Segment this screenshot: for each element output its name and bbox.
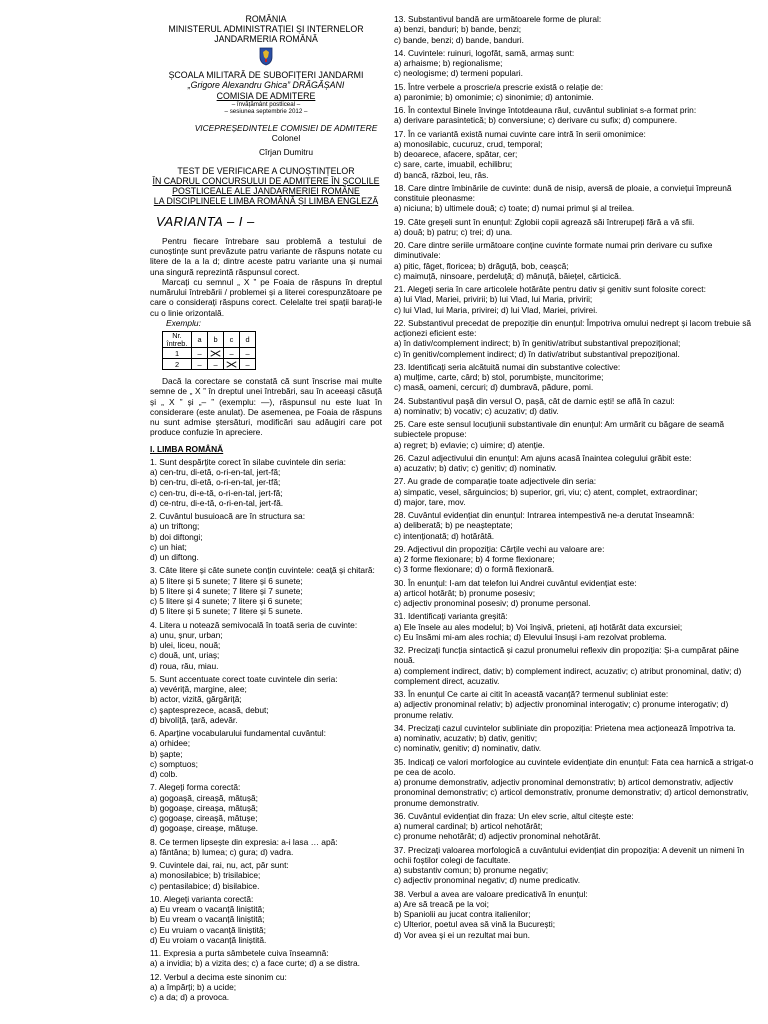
- answer-option: d) bancă, război, leu, râs.: [394, 169, 489, 180]
- question-item: [394, 889, 758, 940]
- answer-option: c) un hiat;: [150, 541, 187, 552]
- question-text: 9. Cuvintele dai, rai, nu, act, păr sunt:: [150, 860, 289, 871]
- answer-option: d) major, tare, mov.: [394, 496, 466, 507]
- instructions-p1: Pentru fiecare întrebare sau problemă a testului de cunoștințe sunt prevăzute patru variante de răspuns notate cu litere de la a la d; dintre aceste patru variante una și numai una singură reprezintă răspunsul corect.: [150, 235, 382, 277]
- session: – sesiunea septembrie 2012 –: [224, 107, 308, 115]
- answer-option: a) complement indirect, dativ; b) complement indirect, acuzativ; c) atribut pronominal, dativ; d) complement direct, acuzativ.: [394, 665, 742, 686]
- example-table: [162, 331, 256, 370]
- answer-option: c) Eu însămi mi-am ales rochia; d) Elevului însuși i-am rezolvat problema.: [394, 631, 667, 642]
- question-item: [150, 457, 382, 508]
- right-column: [394, 14, 758, 943]
- question-text: 32. Precizați funcția sintactică și cazul pronumelui reflexiv din propoziția: Și-a cumpărat pâine nouă.: [394, 645, 739, 666]
- answer-option: c) maimuță, ninsoare, perdeluță; d) mânuță, băiețel, cărticică.: [394, 270, 622, 281]
- answer-option: d) Eu vroiam o vacanță liniștită.: [150, 934, 267, 945]
- commission: COMISIA DE ADMITERE: [216, 90, 316, 101]
- table-cell: 1: [163, 348, 192, 359]
- answer-option: a) derivare parasintetică; b) conversiune; c) derivare cu sufix; d) compunere.: [394, 115, 678, 126]
- question-item: [150, 674, 382, 725]
- answer-option: d) 5 litere și 5 sunete; 7 litere și 5 sunete.: [150, 606, 303, 617]
- answer-option: a) pronume demonstrativ, adjectiv pronominal demonstrativ; b) articol demonstrativ, adjectiv pronominal demonstrativ; c) articol demonstrativ, pronume demonstrativ; d) articol demonstrativ, pronume demonstrativ.: [394, 777, 749, 808]
- answer-option: c) 3 forme flexionare; d) o formă flexionară.: [394, 564, 555, 575]
- question-text: 22. Substantivul precedat de prepoziție din enunțul: Împotriva omului nedrept și lacom trebuie să acționezi eficient este:: [394, 317, 752, 338]
- question-item: [394, 318, 758, 359]
- question-text: 19. Câte greșeli sunt în enunțul: Zglobii copii agrează săi întrerupeți fără a vă sfii.: [394, 216, 695, 227]
- table-header: a: [192, 332, 208, 348]
- answer-option: a) 2 forme flexionare; b) 4 forme flexionare;: [394, 554, 555, 564]
- question-text: 11. Expresia a purta sâmbetele cuiva înseamnă:: [150, 948, 329, 959]
- x-mark-icon: [224, 359, 240, 370]
- question-text: 29. Adjectivul din propoziția: Cărțile vechi au valoare are:: [394, 543, 605, 554]
- question-text: 1. Sunt despărțite corect în silabe cuvintele din seria:: [150, 456, 346, 467]
- table-cell: –: [192, 359, 208, 370]
- question-text: 5. Sunt accentuate corect toate cuvintele din seria:: [150, 673, 338, 684]
- answer-option: b) șapte;: [150, 748, 183, 759]
- answer-option: c) somptuos;: [150, 758, 198, 769]
- answer-option: a) mulțime, carte, cârd; b) stol, porumbiște, muncitorime;: [394, 372, 604, 382]
- official-header: [150, 14, 382, 115]
- person-name: Cîrjan Dumitru: [259, 147, 313, 158]
- school: ȘCOALA MILITARĂ DE SUBOFIȚERI JANDARMI: [168, 70, 364, 81]
- question-text: 3. Câte litere și câte sunete conțin cuvintele: ceață și chitară:: [150, 565, 375, 576]
- answer-option: c) Eu vruiam o vacanță liniștită;: [150, 924, 266, 935]
- country: ROMÂNIA: [245, 14, 287, 24]
- answer-option: d) un diftong.: [150, 552, 199, 563]
- answer-option: b) actor, vizită, gărgăriță;: [150, 694, 242, 705]
- question-text: 24. Substantivul pașă din versul O, pașă, cât de darnic ești! se află în cazul:: [394, 395, 675, 406]
- questions-right: [394, 14, 758, 940]
- question-item: [150, 565, 382, 616]
- question-text: 20. Care dintre seriile următoare conține cuvinte formate numai prin derivare cu sufixe diminutivale:: [394, 240, 713, 261]
- answer-option: a) a împărți; b) a ucide;: [150, 981, 237, 992]
- answer-option: c) masă, oameni, cercuri; d) dumbravă, pădure, pomi.: [394, 382, 594, 393]
- question-text: 30. În enunțul: I-am dat telefon lui Andrei cuvântul evidențiat este:: [394, 577, 637, 588]
- question-item: [394, 453, 758, 474]
- answer-option: d) gogoașe, cireașe, mătușe.: [150, 823, 259, 834]
- answer-option: a) deliberată; b) pe neașteptate;: [394, 520, 513, 531]
- question-text: 21. Alegeți seria în care articolele hotărâte pentru dativ și genitiv sunt folosite corect:: [394, 284, 706, 294]
- answer-option: c) nominativ, genitiv; d) nominativ, dativ.: [394, 743, 542, 754]
- question-item: [394, 183, 758, 214]
- question-item: [150, 728, 382, 779]
- answer-option: c) pentasilabice; d) bisilabice.: [150, 880, 260, 891]
- title-line-3: LA DISCIPLINELE LIMBA ROMÂNĂ ȘI LIMBA ENGLEZĂ: [153, 195, 379, 206]
- question-item: [394, 723, 758, 754]
- variant-title: VARIANTA – I –: [156, 214, 255, 230]
- question-item: [150, 894, 382, 945]
- table-cell: –: [240, 359, 256, 370]
- answer-option: a) 5 litere și 5 sunete; 7 litere și 6 sunete;: [150, 575, 303, 586]
- answer-option: c) neologisme; d) termeni populari.: [394, 68, 523, 79]
- question-text: 37. Precizați valoarea morfologică a cuvântului evidențiat din propoziția: A devenit un nimeni în ochii foștilor colegi de facultate.: [394, 844, 745, 865]
- question-text: 34. Precizați cazul cuvintelor subliniate din propoziția: Prietena mea acționează împotriva ta.: [394, 722, 736, 733]
- table-header: c: [224, 332, 240, 348]
- answer-option: b) gogoașe, cireașa, mătușă;: [150, 802, 259, 813]
- question-item: [394, 645, 758, 686]
- education-level: – învățământ postliceal –: [231, 100, 301, 108]
- question-item: [394, 217, 758, 238]
- test-title: [150, 166, 382, 206]
- answer-option: a) lui Vlad, Mariei, privirii; b) lui Vlad, lui Maria, privirii;: [394, 294, 593, 305]
- answer-option: a) adjectiv pronominal relativ; b) adjectiv pronominal interogativ; c) pronume interogativ; d) pronume relativ.: [394, 699, 729, 720]
- example-label: Exemplu:: [166, 317, 201, 328]
- question-item: [394, 362, 758, 393]
- question-item: [150, 782, 382, 833]
- question-item: [150, 511, 382, 562]
- answer-option: c) intenționată; d) hotărâtă.: [394, 530, 495, 541]
- answer-option: a) cen-tru, di-etă, o-ri-en-tal, jert-fă;: [150, 467, 281, 478]
- ministry: MINISTERUL ADMINISTRAȚIEI ȘI INTERNELOR: [168, 24, 364, 35]
- question-item: [394, 14, 758, 45]
- question-item: [394, 845, 758, 886]
- answer-option: d) ce-ntru, di-e-tă, o-ri-en-tal, jert-fă.: [150, 497, 284, 508]
- question-item: [394, 105, 758, 126]
- answer-option: a) vevériță, margine, alee;: [150, 684, 247, 695]
- question-item: [394, 476, 758, 507]
- question-item: [150, 620, 382, 671]
- title-line-2: ÎN CADRUL CONCURSULUI DE ADMITERE ÎN ȘCOLILE POSTLICEALE ALE JANDARMERIEI ROMÂNE: [152, 175, 380, 196]
- question-item: [394, 48, 758, 79]
- question-item: [394, 129, 758, 180]
- question-text: 36. Cuvântul evidențiat din fraza: Un elev scrie, altul citește este:: [394, 810, 634, 821]
- title-line-1: TEST DE VERIFICARE A CUNOȘTINȚELOR: [177, 165, 355, 176]
- answer-option: c) în genitiv/complement indirect; d) în dativ/atribut substantival prepozițional.: [394, 348, 680, 359]
- answer-option: c) a da; d) a provoca.: [150, 992, 230, 1003]
- question-text: 2. Cuvântul busuioacă are în structura sa:: [150, 511, 306, 522]
- answer-option: b) ulei, liceu, nouă;: [150, 640, 221, 651]
- table-header: b: [208, 332, 224, 348]
- question-item: [394, 544, 758, 575]
- school-name: „Grigore Alexandru Ghica” DRĂGĂȘANI: [187, 80, 345, 91]
- answer-option: a) în dativ/complement indirect; b) în genitiv/atribut substantival prepozițional;: [394, 338, 681, 349]
- question-text: 35. Indicați ce valori morfologice au cuvintele evidențiate din enunțul: Fata cea harnică a strigat-o pe cea de acolo.: [394, 756, 754, 777]
- question-item: [394, 510, 758, 541]
- answer-option: a) niciuna; b) ultimele două; c) toate; d) numai primul și al treilea.: [394, 203, 635, 214]
- question-item: [394, 419, 758, 450]
- answer-option: b) deoarece, afacere, spătar, cer;: [394, 149, 518, 159]
- answer-option: d) colb.: [150, 769, 178, 780]
- answer-option: a) gogoașă, cireașă, mătușă;: [150, 792, 259, 803]
- answer-option: c) șaptesprezece, acasă, debut;: [150, 704, 269, 715]
- question-item: [150, 972, 382, 1003]
- question-text: 10. Alegeți varianta corectă:: [150, 893, 254, 904]
- answer-option: a) simpatic, vesel, sărguincios; b) superior, gri, viu; c) atent, complet, extraordinar;: [394, 486, 698, 497]
- answer-option: b) doi diftongi;: [150, 531, 203, 542]
- question-text: 4. Litera u notează semivocală în toată seria de cuvinte:: [150, 619, 358, 630]
- question-item: [150, 837, 382, 858]
- answer-option: a) substantiv comun; b) pronume negativ;: [394, 865, 549, 875]
- question-item: [394, 757, 758, 808]
- answer-option: a) Are să treacă pe la voi;: [394, 898, 489, 909]
- answer-option: c) sare, carte, imuabil, echilibru;: [394, 159, 513, 170]
- answer-option: a) un triftong;: [150, 521, 200, 532]
- answer-option: a) fântâna; b) lumea; c) gura; d) vadra.: [150, 846, 294, 857]
- answer-option: a) acuzativ; b) dativ; c) genitiv; d) nominativ.: [394, 463, 557, 473]
- answer-option: c) două, unt, uriaș;: [150, 650, 220, 661]
- answer-option: a) articol hotărât; b) pronume posesiv;: [394, 587, 536, 598]
- answer-option: b) Spaniolii au jucat contra italienilor;: [394, 909, 531, 919]
- answer-option: a) orhidee;: [150, 738, 191, 749]
- answer-option: b) Eu vream o vacanță liniștită;: [150, 914, 265, 925]
- answer-option: a) arhaisme; b) regionalisme;: [394, 58, 503, 68]
- answer-option: b) 5 litere și 4 sunete; 7 litere și 7 sunete;: [150, 585, 303, 596]
- table-cell: –: [240, 348, 256, 359]
- question-text: 13. Substantivul bandă are următoarele forme de plural:: [394, 14, 602, 24]
- question-item: [394, 396, 758, 417]
- question-text: 26. Cazul adjectivului din enunțul: Am ajuns acasă înaintea colegului grăbit este:: [394, 452, 692, 463]
- table-cell: –: [192, 348, 208, 359]
- instructions-p2: Marcați cu semnul „ X ” pe Foaia de răspuns în dreptul numărului întrebării / problemei și a literei corespunzătoare pe care o considerați răspuns corect. Celelalte trei spații barați-le cu o linie orizontală.: [150, 276, 382, 318]
- vice-president: VICEPREȘEDINTELE COMISIEI DE ADMITERE: [194, 122, 378, 133]
- question-item: [394, 240, 758, 281]
- answer-option: a) Ele însele au ales modelul; b) Voi înșivă, prieteni, ați hotărât data excursiei;: [394, 621, 683, 632]
- question-item: [394, 82, 758, 103]
- table-cell: 2: [163, 359, 192, 370]
- question-text: 12. Verbul a decima este sinonim cu:: [150, 971, 287, 982]
- question-item: [394, 689, 758, 720]
- answer-option: a) numeral cardinal; b) articol nehotărât;: [394, 821, 543, 831]
- rank: Colonel: [271, 133, 301, 144]
- question-text: 6. Aparține vocabularului fundamental cuvântul:: [150, 728, 326, 739]
- question-text: 33. În enunțul Ce carte ai citit în această vacanță? termenul subliniat este:: [394, 689, 669, 699]
- answer-option: c) 5 litere și 4 sunete; 7 litere și 6 sunete;: [150, 596, 303, 607]
- answer-option: c) pronume nehotărât; d) adjectiv pronominal nehotărât.: [394, 831, 601, 842]
- table-header: d: [240, 332, 256, 348]
- answer-option: c) gogoașe, cireașă, mătușe;: [150, 813, 258, 824]
- question-text: 25. Care este sensul locuțiunii substantivale din enunțul: Am urmărit cu băgare de seamă subiectele propuse:: [394, 419, 725, 440]
- x-mark-icon: [208, 348, 224, 359]
- answer-option: a) pitic, fâget, floricea; b) drăguță, bob, ceașcă;: [394, 260, 569, 271]
- answer-option: c) Ulterior, poetul avea să vină la București;: [394, 919, 556, 930]
- coat-of-arms-icon: [258, 46, 274, 66]
- answer-option: a) a invidia; b) a vizita des; c) a face curte; d) a se distra.: [150, 958, 360, 969]
- answer-option: a) unu, șnur, urban;: [150, 629, 223, 640]
- answer-option: d) Vor avea și ei un rezultat mai bun.: [394, 929, 530, 940]
- answer-option: a) monosilabic, cucuruz, crud, temporal;: [394, 138, 543, 149]
- questions-left: [150, 457, 382, 1003]
- answer-option: a) două; b) patru; c) trei; d) una.: [394, 226, 513, 237]
- question-item: [394, 811, 758, 842]
- question-text: 14. Cuvintele: ruinuri, logofăt, samă, armaș sunt:: [394, 47, 575, 58]
- question-text: 28. Cuvântul evidențiat din enunțul: Intrarea intempestivă ne-a derutat înseamnă:: [394, 510, 695, 520]
- table-cell: –: [224, 348, 240, 359]
- question-text: 31. Identificați varianta greșită:: [394, 611, 508, 622]
- table-header: Nr. întreb.: [163, 332, 192, 348]
- question-text: 27. Au grade de comparație toate adjectivele din seria:: [394, 476, 597, 487]
- question-item: [394, 284, 758, 315]
- answer-option: a) paronimie; b) omonimie; c) sinonimie; d) antonimie.: [394, 91, 594, 102]
- question-item: [394, 611, 758, 642]
- answer-option: c) adjectiv pronominal negativ; d) nume predicativ.: [394, 875, 581, 886]
- answer-option: c) bande, benzi; d) bande, banduri.: [394, 34, 524, 45]
- question-text: 18. Care dintre îmbinările de cuvinte: dună de nisip, aversă de ploaie, a conviețui împreună constituie pleonasme:: [394, 182, 732, 203]
- question-text: 7. Alegeți forma corectă:: [150, 782, 241, 793]
- answer-option: a) benzi, banduri; b) bande, benzi;: [394, 24, 522, 35]
- answer-option: a) monosilabice; b) trisilabice;: [150, 870, 261, 881]
- section-title: I. LIMBA ROMÂNĂ: [150, 443, 224, 454]
- question-text: 8. Ce termen lipsește din expresia: a-i lasa … apă:: [150, 836, 338, 847]
- answer-option: c) lui Vlad, lui Maria, privirei; d) lui Vlad, Mariei, privirei.: [394, 304, 598, 315]
- question-text: 17. În ce variantă există numai cuvinte care intră în serii omonimice:: [394, 128, 646, 139]
- answer-option: b) cen-tru, di-etă, o-ri-en-tal, jer-tfă;: [150, 477, 281, 488]
- question-item: [150, 948, 382, 969]
- answer-option: a) nominativ; b) vocativ; c) acuzativ; d) dativ.: [394, 405, 559, 416]
- answer-option: a) nominativ, acuzativ; b) dativ, genitiv;: [394, 733, 538, 743]
- answer-option: a) regret; b) evlavie; c) uimire; d) atenție.: [394, 439, 545, 450]
- answer-option: d) bivolíță, țară, adevăr.: [150, 714, 238, 725]
- question-text: 23. Identificați seria alcătuită numai din substantive colective:: [394, 361, 621, 372]
- gendarmerie: JANDARMERIA ROMÂNĂ: [214, 34, 318, 45]
- instructions-p3: Dacă la corectare se constată că sunt înscrise mai multe semne de „ X ” în dreptul unei întrebări, sau în aceeași căsuță și „ X ” și „– ” (exemplu: —), răspunsul nu este luat în considerare (este anulat). De asemenea, pe Foaia de răspuns nu sunt admise ștersături, modificări sau adăugiri care pot produce confuzie în apreciere.: [150, 376, 382, 438]
- answer-option: d) roua, rău, miau.: [150, 660, 219, 671]
- left-column: [150, 14, 382, 1005]
- question-item: [150, 860, 382, 891]
- question-text: 15. Între verbele a proscrie/a prescrie există o relație de:: [394, 81, 604, 92]
- question-text: 38. Verbul a avea are valoare predicativă în enunțul:: [394, 888, 588, 899]
- question-text: 16. În contextul Binele învinge întotdeauna răul, cuvântul subliniat s-a format prin:: [394, 105, 697, 115]
- answer-option: c) adjectiv pronominal posesiv; d) pronume personal.: [394, 598, 591, 608]
- answer-option: a) Eu vream o vacanță liniștită;: [150, 904, 265, 915]
- table-cell: –: [208, 359, 224, 370]
- question-item: [394, 578, 758, 609]
- answer-option: c) cen-tru, di-e-tă, o-ri-en-tal, jert-fă;: [150, 487, 283, 498]
